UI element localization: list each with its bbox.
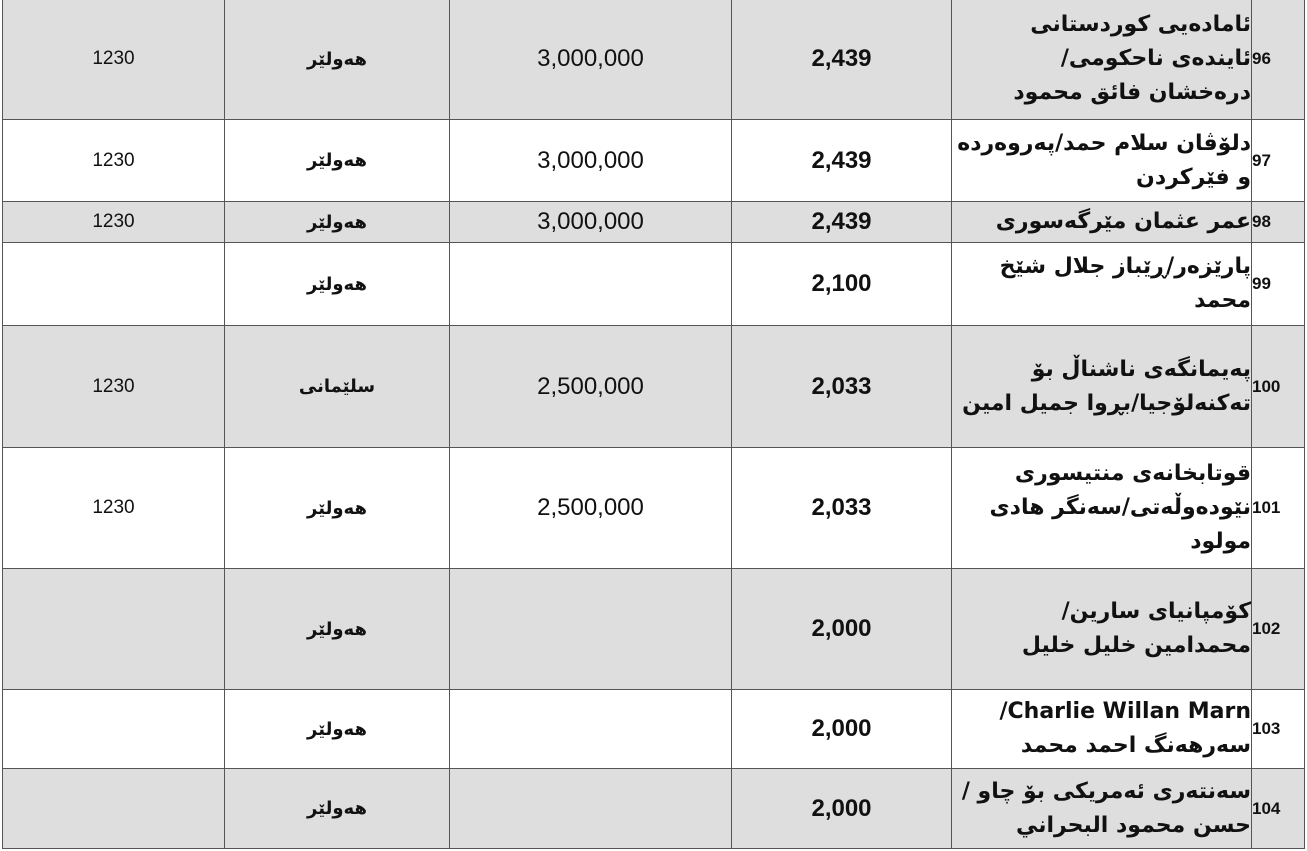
points-cell: 2,000 [732, 569, 952, 690]
amount-cell [450, 569, 732, 690]
points-cell: 2,439 [732, 202, 952, 243]
name-cell: عمر عثمان مێرگەسوری [952, 202, 1252, 243]
row-number: 96 [1252, 0, 1305, 120]
name-cell: ئامادەیی كوردستانی ئایندەی ناحكومی/ درەخشان فائق محمود [952, 0, 1252, 120]
amount-cell: 3,000,000 [450, 202, 732, 243]
row-number: 99 [1252, 243, 1305, 326]
amount-cell: 2,500,000 [450, 448, 732, 569]
points-cell: 2,100 [732, 243, 952, 326]
table-row [3, 202, 1305, 243]
table-row [3, 0, 1305, 120]
table-row [3, 769, 1305, 849]
code-cell: 1230 [3, 202, 225, 243]
city-cell: هەولێر [225, 202, 450, 243]
code-cell [3, 690, 225, 769]
table-row [3, 326, 1305, 448]
city-cell: هەولێر [225, 120, 450, 202]
city-cell: هەولێر [225, 690, 450, 769]
row-number: 103 [1252, 690, 1305, 769]
amount-cell [450, 243, 732, 326]
name-cell: پارێزەر/ڕێباز جلال شێخ محمد [952, 243, 1252, 326]
points-cell: 2,439 [732, 0, 952, 120]
points-cell: 2,033 [732, 448, 952, 569]
row-number: 100 [1252, 326, 1305, 448]
code-cell: 1230 [3, 0, 225, 120]
row-number: 98 [1252, 202, 1305, 243]
points-cell: 2,439 [732, 120, 952, 202]
table-row [3, 120, 1305, 202]
name-cell: قوتابخانەی منتیسوری نێودەوڵەتی/سەنگر هادی مولود [952, 448, 1252, 569]
code-cell [3, 769, 225, 849]
row-number: 104 [1252, 769, 1305, 849]
amount-cell: 3,000,000 [450, 0, 732, 120]
table-row [3, 448, 1305, 569]
row-number: 102 [1252, 569, 1305, 690]
name-cell: دلۆڤان سلام حمد/پەروەردە و فێركردن [952, 120, 1252, 202]
points-cell: 2,000 [732, 690, 952, 769]
row-number: 97 [1252, 120, 1305, 202]
table-row [3, 243, 1305, 326]
city-cell: هەولێر [225, 569, 450, 690]
city-cell: هەولێر [225, 243, 450, 326]
city-cell: هەولێر [225, 448, 450, 569]
donations-table [2, 0, 1305, 849]
code-cell: 1230 [3, 448, 225, 569]
city-cell: هەولێر [225, 769, 450, 849]
code-cell [3, 243, 225, 326]
code-cell: 1230 [3, 120, 225, 202]
name-cell: Charlie Willan Marn/ سەرهەنگ احمد محمد [952, 690, 1252, 769]
table-row [3, 569, 1305, 690]
row-number: 101 [1252, 448, 1305, 569]
table-row [3, 690, 1305, 769]
amount-cell: 2,500,000 [450, 326, 732, 448]
city-cell: سلێمانی [225, 326, 450, 448]
amount-cell: 3,000,000 [450, 120, 732, 202]
code-cell [3, 569, 225, 690]
points-cell: 2,000 [732, 769, 952, 849]
name-cell: پەیمانگەی ناشناڵ بۆ تەكنەلۆجیا/بڕوا جمیل امین [952, 326, 1252, 448]
amount-cell [450, 690, 732, 769]
amount-cell [450, 769, 732, 849]
city-cell: هەولێر [225, 0, 450, 120]
name-cell: كۆمپانیای سارین/ محمدامین خلیل خلیل [952, 569, 1252, 690]
code-cell: 1230 [3, 326, 225, 448]
points-cell: 2,033 [732, 326, 952, 448]
name-cell: سەنتەری ئەمریكی بۆ چاو / حسن محمود البحراني [952, 769, 1252, 849]
